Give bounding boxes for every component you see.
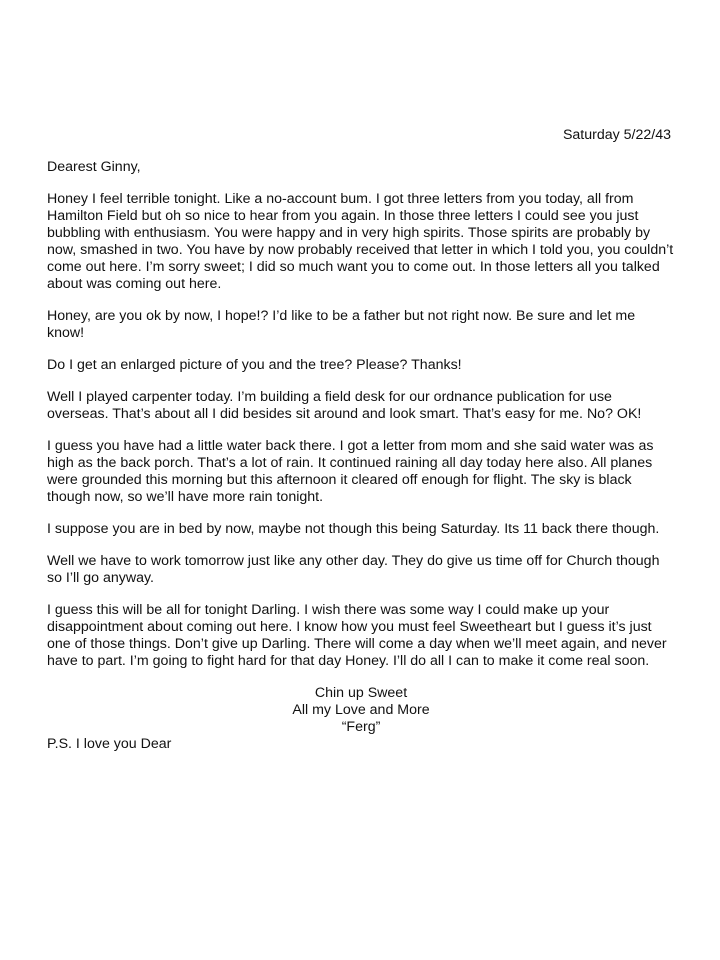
letter-page: [47, 127, 675, 753]
paragraph-7: Well we have to work tomorrow just like any other day. They do give us time off for Church though so I’ll go anyway.: [47, 553, 660, 586]
salutation: Dearest Ginny,: [47, 159, 141, 175]
paragraph-4: Well I played carpenter today. I’m building a field desk for our ordnance publication for use overseas. That’s about all I did besides sit around and look smart. That’s easy for me. No? OK!: [47, 389, 642, 422]
signature: “Ferg”: [341, 719, 381, 735]
paragraph-1: Honey I feel terrible tonight. Like a no-account bum. I got three letters from you today, all from Hamilton Field but oh so nice to hear from you again. In those three letters I could see you just bubbling with enthusiasm. You were happy and in very high spirits. Those spirits are probably by now, smashed in two. You have by now probably received that letter in which I told you, you couldn’t come out here. I’m sorry sweet; I did so much want you to come out. In those letters all you talked about was coming out here.: [47, 191, 674, 292]
paragraph-5: I guess you have had a little water back there. I got a letter from mom and she said water was as high as the back porch. That’s a lot of rain. It continued raining all day today here also. All planes were grounded this morning but this afternoon it cleared off enough for flight. The sky is black though now, so we’ll have more rain tonight.: [47, 438, 654, 505]
paragraph-2: Honey, are you ok by now, I hope!? I’d like to be a father but not right now. Be sure and let me know!: [47, 308, 636, 341]
paragraph-3: Do I get an enlarged picture of you and the tree? Please? Thanks!: [47, 357, 462, 373]
closing-block: [47, 685, 675, 736]
closing-line-2: All my Love and More: [292, 702, 430, 718]
closing-line-1: Chin up Sweet: [314, 685, 408, 701]
paragraph-6: I suppose you are in bed by now, maybe not though this being Saturday. Its 11 back there though.: [47, 521, 660, 537]
paragraph-8: I guess this will be all for tonight Darling. I wish there was some way I could make up your disappointment about coming out here. I know how you must feel Sweetheart but I guess it’s just one of those things. Don’t give up Darling. There will come a day when we’ll meet again, and never have to part. I’m going to fight hard for that day Honey. I’ll do all I can to make it come real soon.: [47, 602, 667, 669]
postscript: P.S. I love you Dear: [47, 736, 172, 752]
letter-date: Saturday 5/22/43: [562, 127, 671, 143]
